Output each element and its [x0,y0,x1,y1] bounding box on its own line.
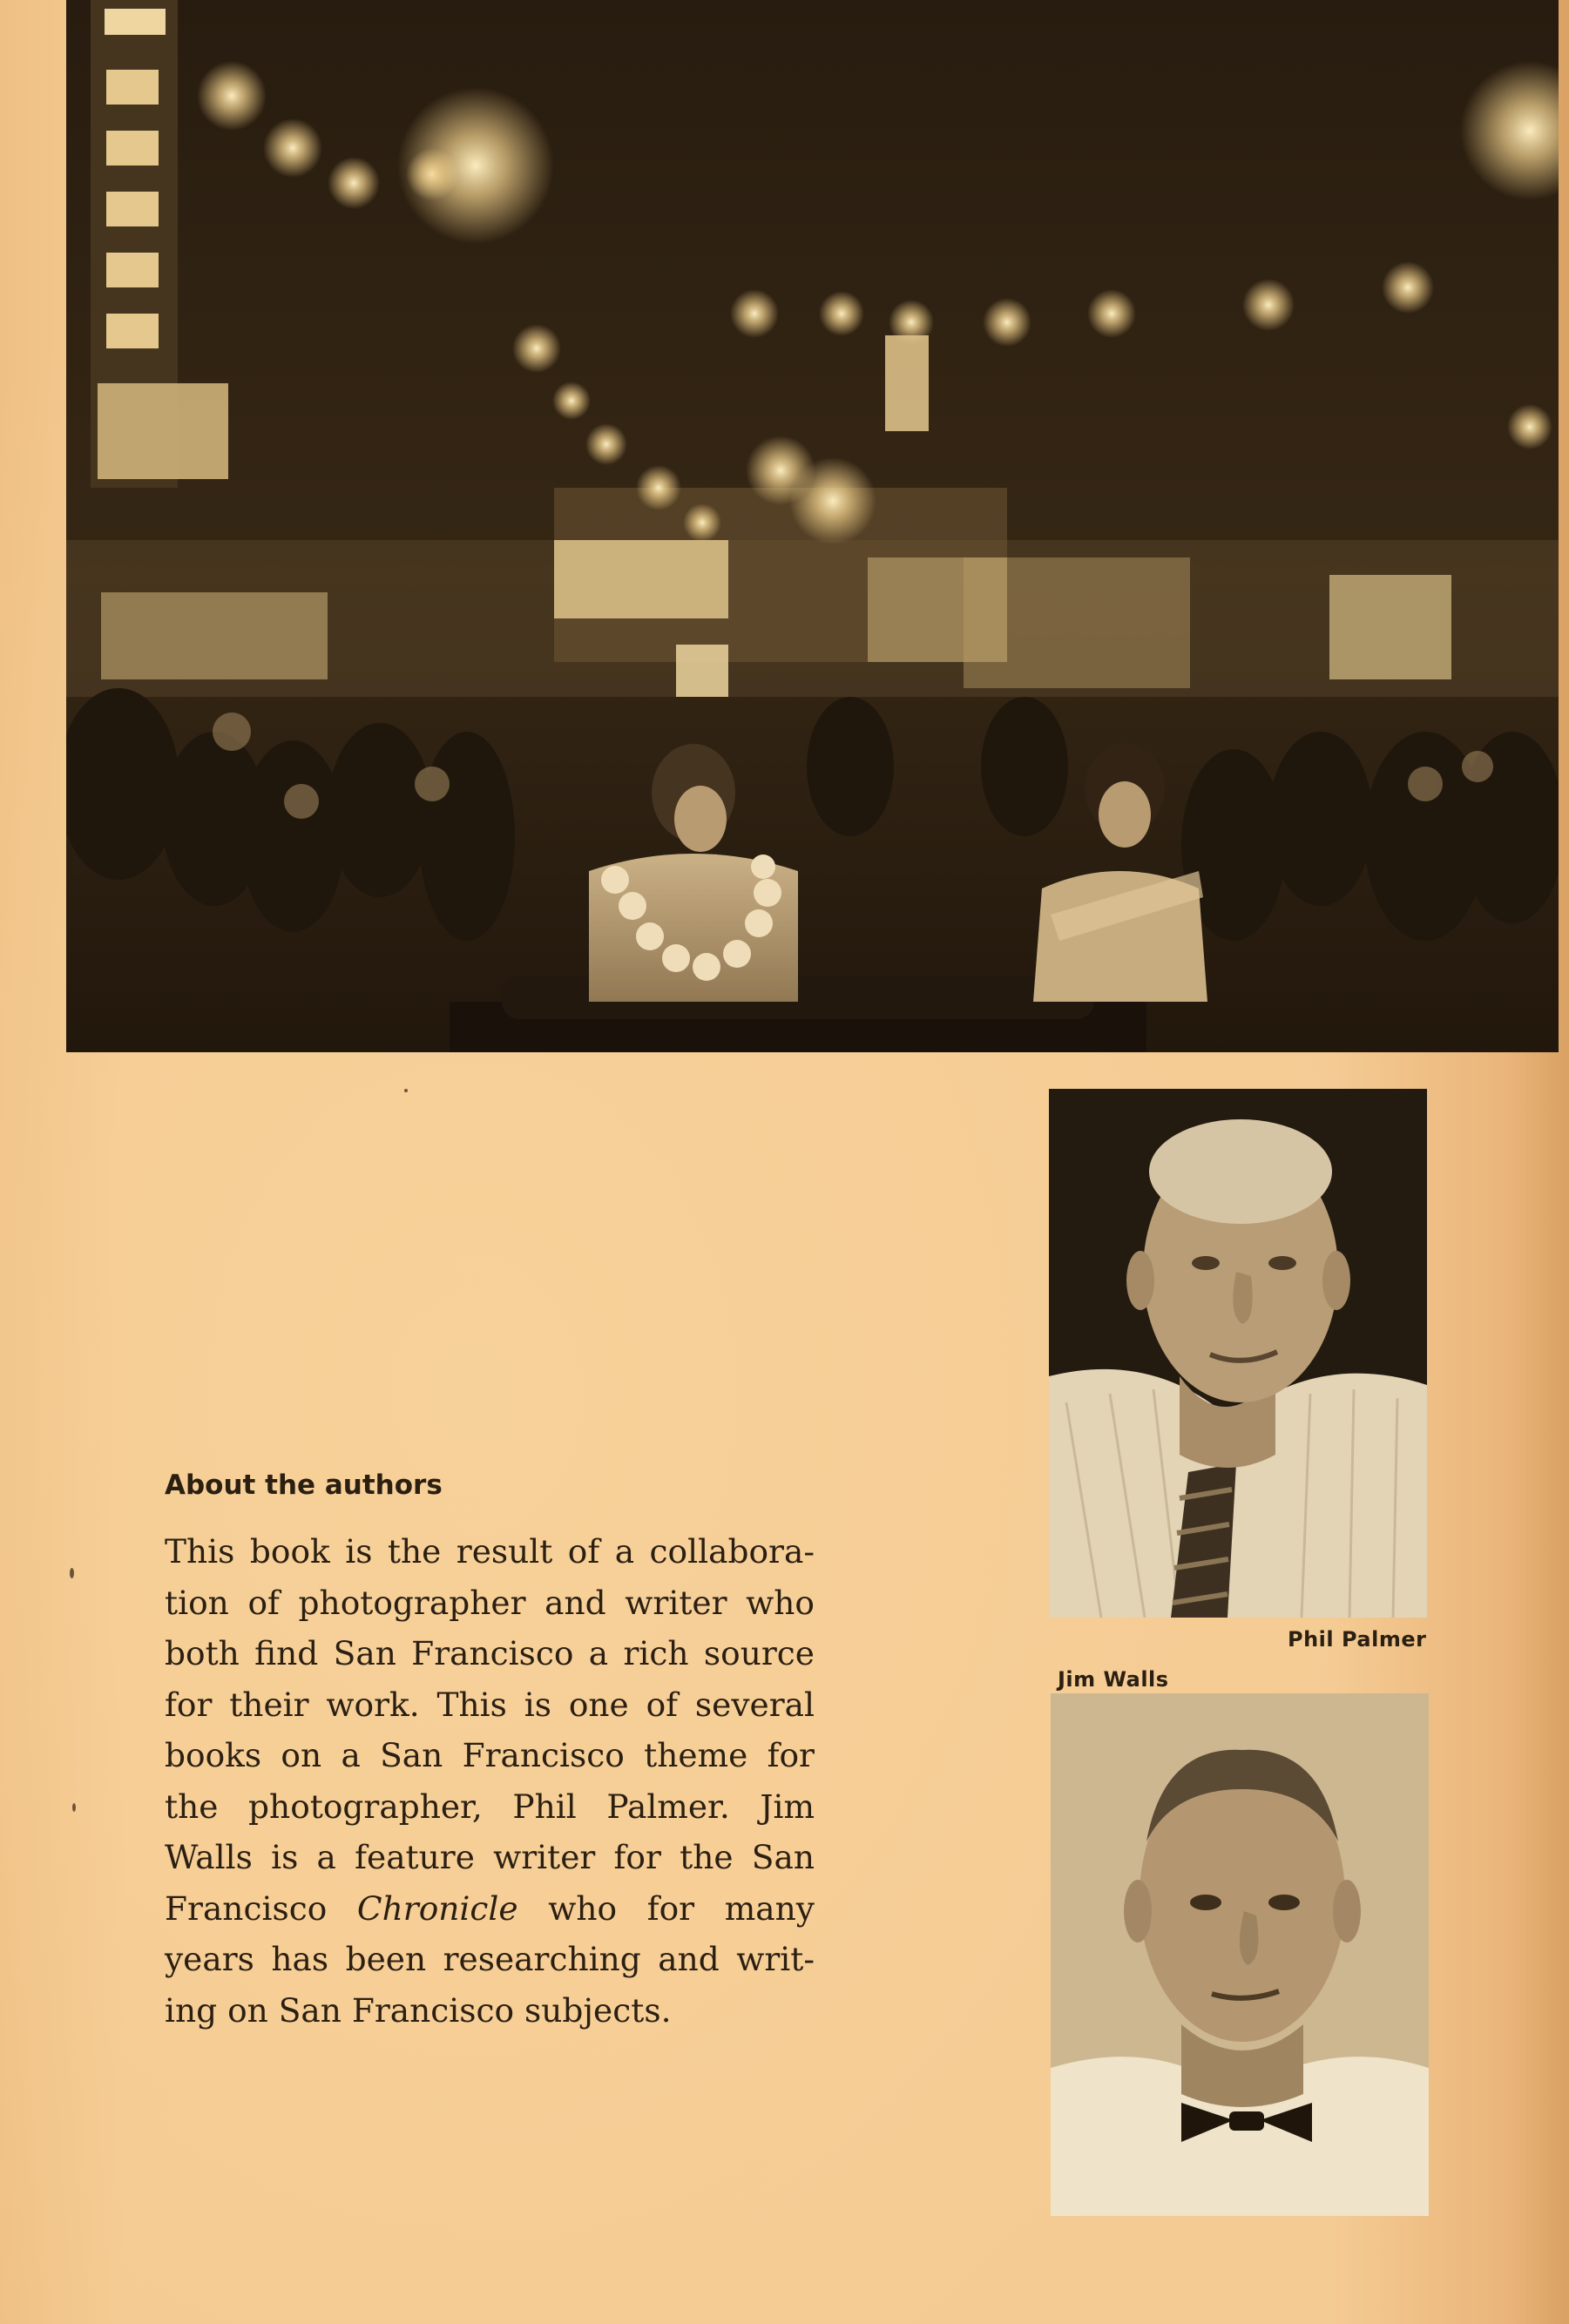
about-line: books on a San Francisco theme for [165,1736,815,1774]
paper-speck [404,1089,408,1092]
about-line: tion of photographer and writer who [165,1583,815,1622]
chronicle-title: Chronicle [356,1888,518,1928]
about-line: for their work. This is one of several [165,1685,815,1724]
jim-walls-portrait-photo [1051,1693,1429,2216]
about-line: Walls is a feature writer for the San [165,1838,815,1876]
night-street-parade-photo [66,0,1559,1052]
about-line: ing on San Francisco subjects. [165,1990,672,2030]
jim-walls-caption: Jim Walls [1058,1667,1169,1692]
about-line: This book is the result of a collabora- [165,1532,815,1571]
about-line-segment: who for many [548,1888,815,1928]
about-authors-heading: About the authors [165,1469,443,1501]
about-line [165,1883,815,1935]
about-authors-text [165,1526,815,2036]
phil-palmer-portrait-photo [1049,1089,1427,1618]
paper-speck [72,1803,76,1812]
about-line: the photographer, Phil Palmer. Jim [165,1787,815,1826]
phil-palmer-caption: Phil Palmer [1288,1627,1427,1652]
paper-speck [70,1568,74,1578]
about-line-segment: Francisco [165,1888,328,1928]
about-line: years has been researching and writ- [165,1940,815,1978]
about-line: both find San Francisco a rich source [165,1634,815,1672]
